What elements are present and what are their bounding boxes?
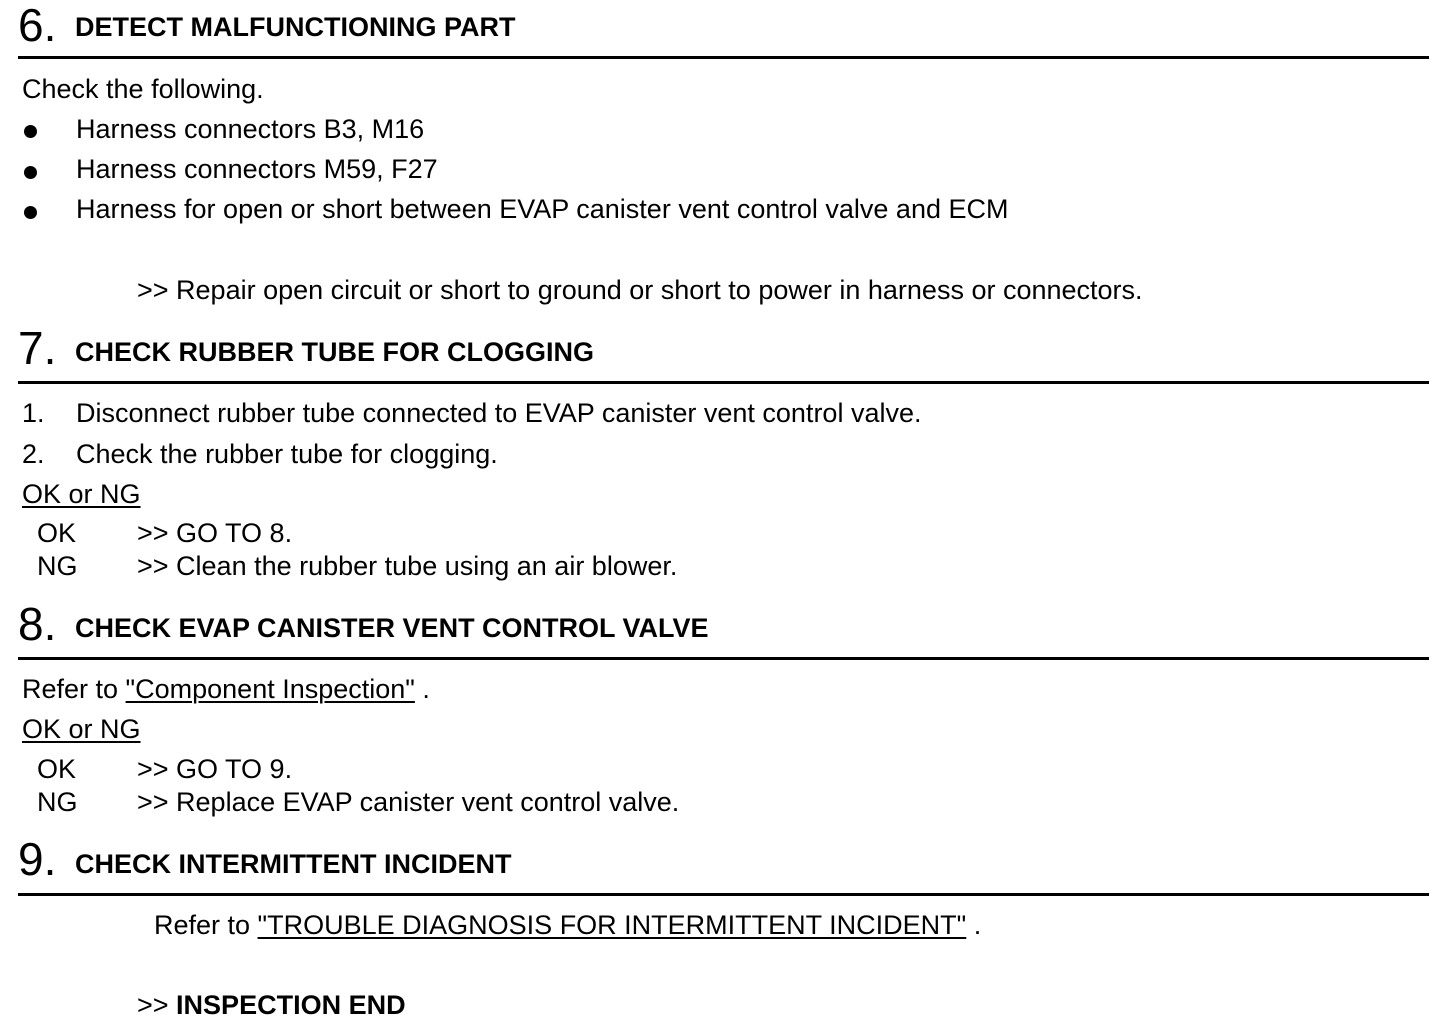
inspection-end: [137, 990, 406, 1020]
inspection-end-text: INSPECTION END: [176, 990, 406, 1020]
step-9-title: CHECK INTERMITTENT INCIDENT: [75, 849, 512, 879]
step-6-bullet-2: Harness connectors M59, F27: [76, 154, 438, 184]
inspection-end-arrow: >>: [137, 990, 177, 1020]
step-8-number: 8.: [18, 598, 57, 650]
step-7-number: 7.: [18, 322, 57, 374]
step-9-refer-line: [154, 910, 981, 940]
step-7-ok-label: OK: [37, 518, 77, 548]
step-7-item-2-num: 2.: [22, 439, 45, 469]
component-inspection-link[interactable]: "Component Inspection": [125, 674, 415, 704]
refer-suffix: .: [966, 910, 982, 940]
step-6-number: 6.: [18, 0, 57, 51]
step-7-ng-label: NG: [37, 551, 78, 581]
step-7-item-1-num: 1.: [22, 398, 45, 428]
step-8-judgement-label: OK or NG: [22, 714, 141, 744]
bullet-dot-icon: [24, 166, 37, 179]
step-6-title: DETECT MALFUNCTIONING PART: [75, 12, 516, 42]
step-8-ng-label: NG: [37, 787, 78, 817]
bullet-dot-icon: [24, 125, 37, 138]
refer-prefix: Refer to: [154, 910, 258, 940]
step-8-refer-line: [22, 674, 430, 704]
step-8-ok-label: OK: [37, 754, 77, 784]
step-7-item-2-text: Check the rubber tube for clogging.: [76, 439, 498, 469]
trouble-diagnosis-link[interactable]: "TROUBLE DIAGNOSIS FOR INTERMITTENT INCIDENT": [257, 910, 967, 940]
bullet-dot-icon: [24, 206, 37, 219]
step-8-divider: [18, 657, 1429, 660]
step-7-title: CHECK RUBBER TUBE FOR CLOGGING: [75, 337, 594, 367]
step-7-judgement-label: OK or NG: [22, 479, 141, 509]
step-7-divider: [18, 381, 1429, 384]
step-8-ng-action: >> Replace EVAP canister vent control valve.: [137, 787, 680, 817]
step-8-title: CHECK EVAP CANISTER VENT CONTROL VALVE: [75, 613, 709, 643]
refer-suffix: .: [414, 674, 430, 704]
step-6-divider: [18, 56, 1429, 59]
step-9-number: 9.: [18, 833, 57, 885]
step-7-ng-action: >> Clean the rubber tube using an air blower.: [137, 551, 678, 581]
step-6-bullet-1: Harness connectors B3, M16: [76, 114, 425, 144]
step-6-intro: Check the following.: [22, 74, 264, 104]
step-6-bullet-3: Harness for open or short between EVAP canister vent control valve and ECM: [76, 194, 1009, 224]
step-9-divider: [18, 893, 1429, 896]
step-8-ok-action: >> GO TO 9.: [137, 754, 293, 784]
refer-prefix: Refer to: [22, 674, 126, 704]
step-6-action: >> Repair open circuit or short to ground or short to power in harness or connectors.: [137, 275, 1143, 305]
step-7-ok-action: >> GO TO 8.: [137, 518, 293, 548]
step-7-item-1-text: Disconnect rubber tube connected to EVAP canister vent control valve.: [76, 398, 922, 428]
